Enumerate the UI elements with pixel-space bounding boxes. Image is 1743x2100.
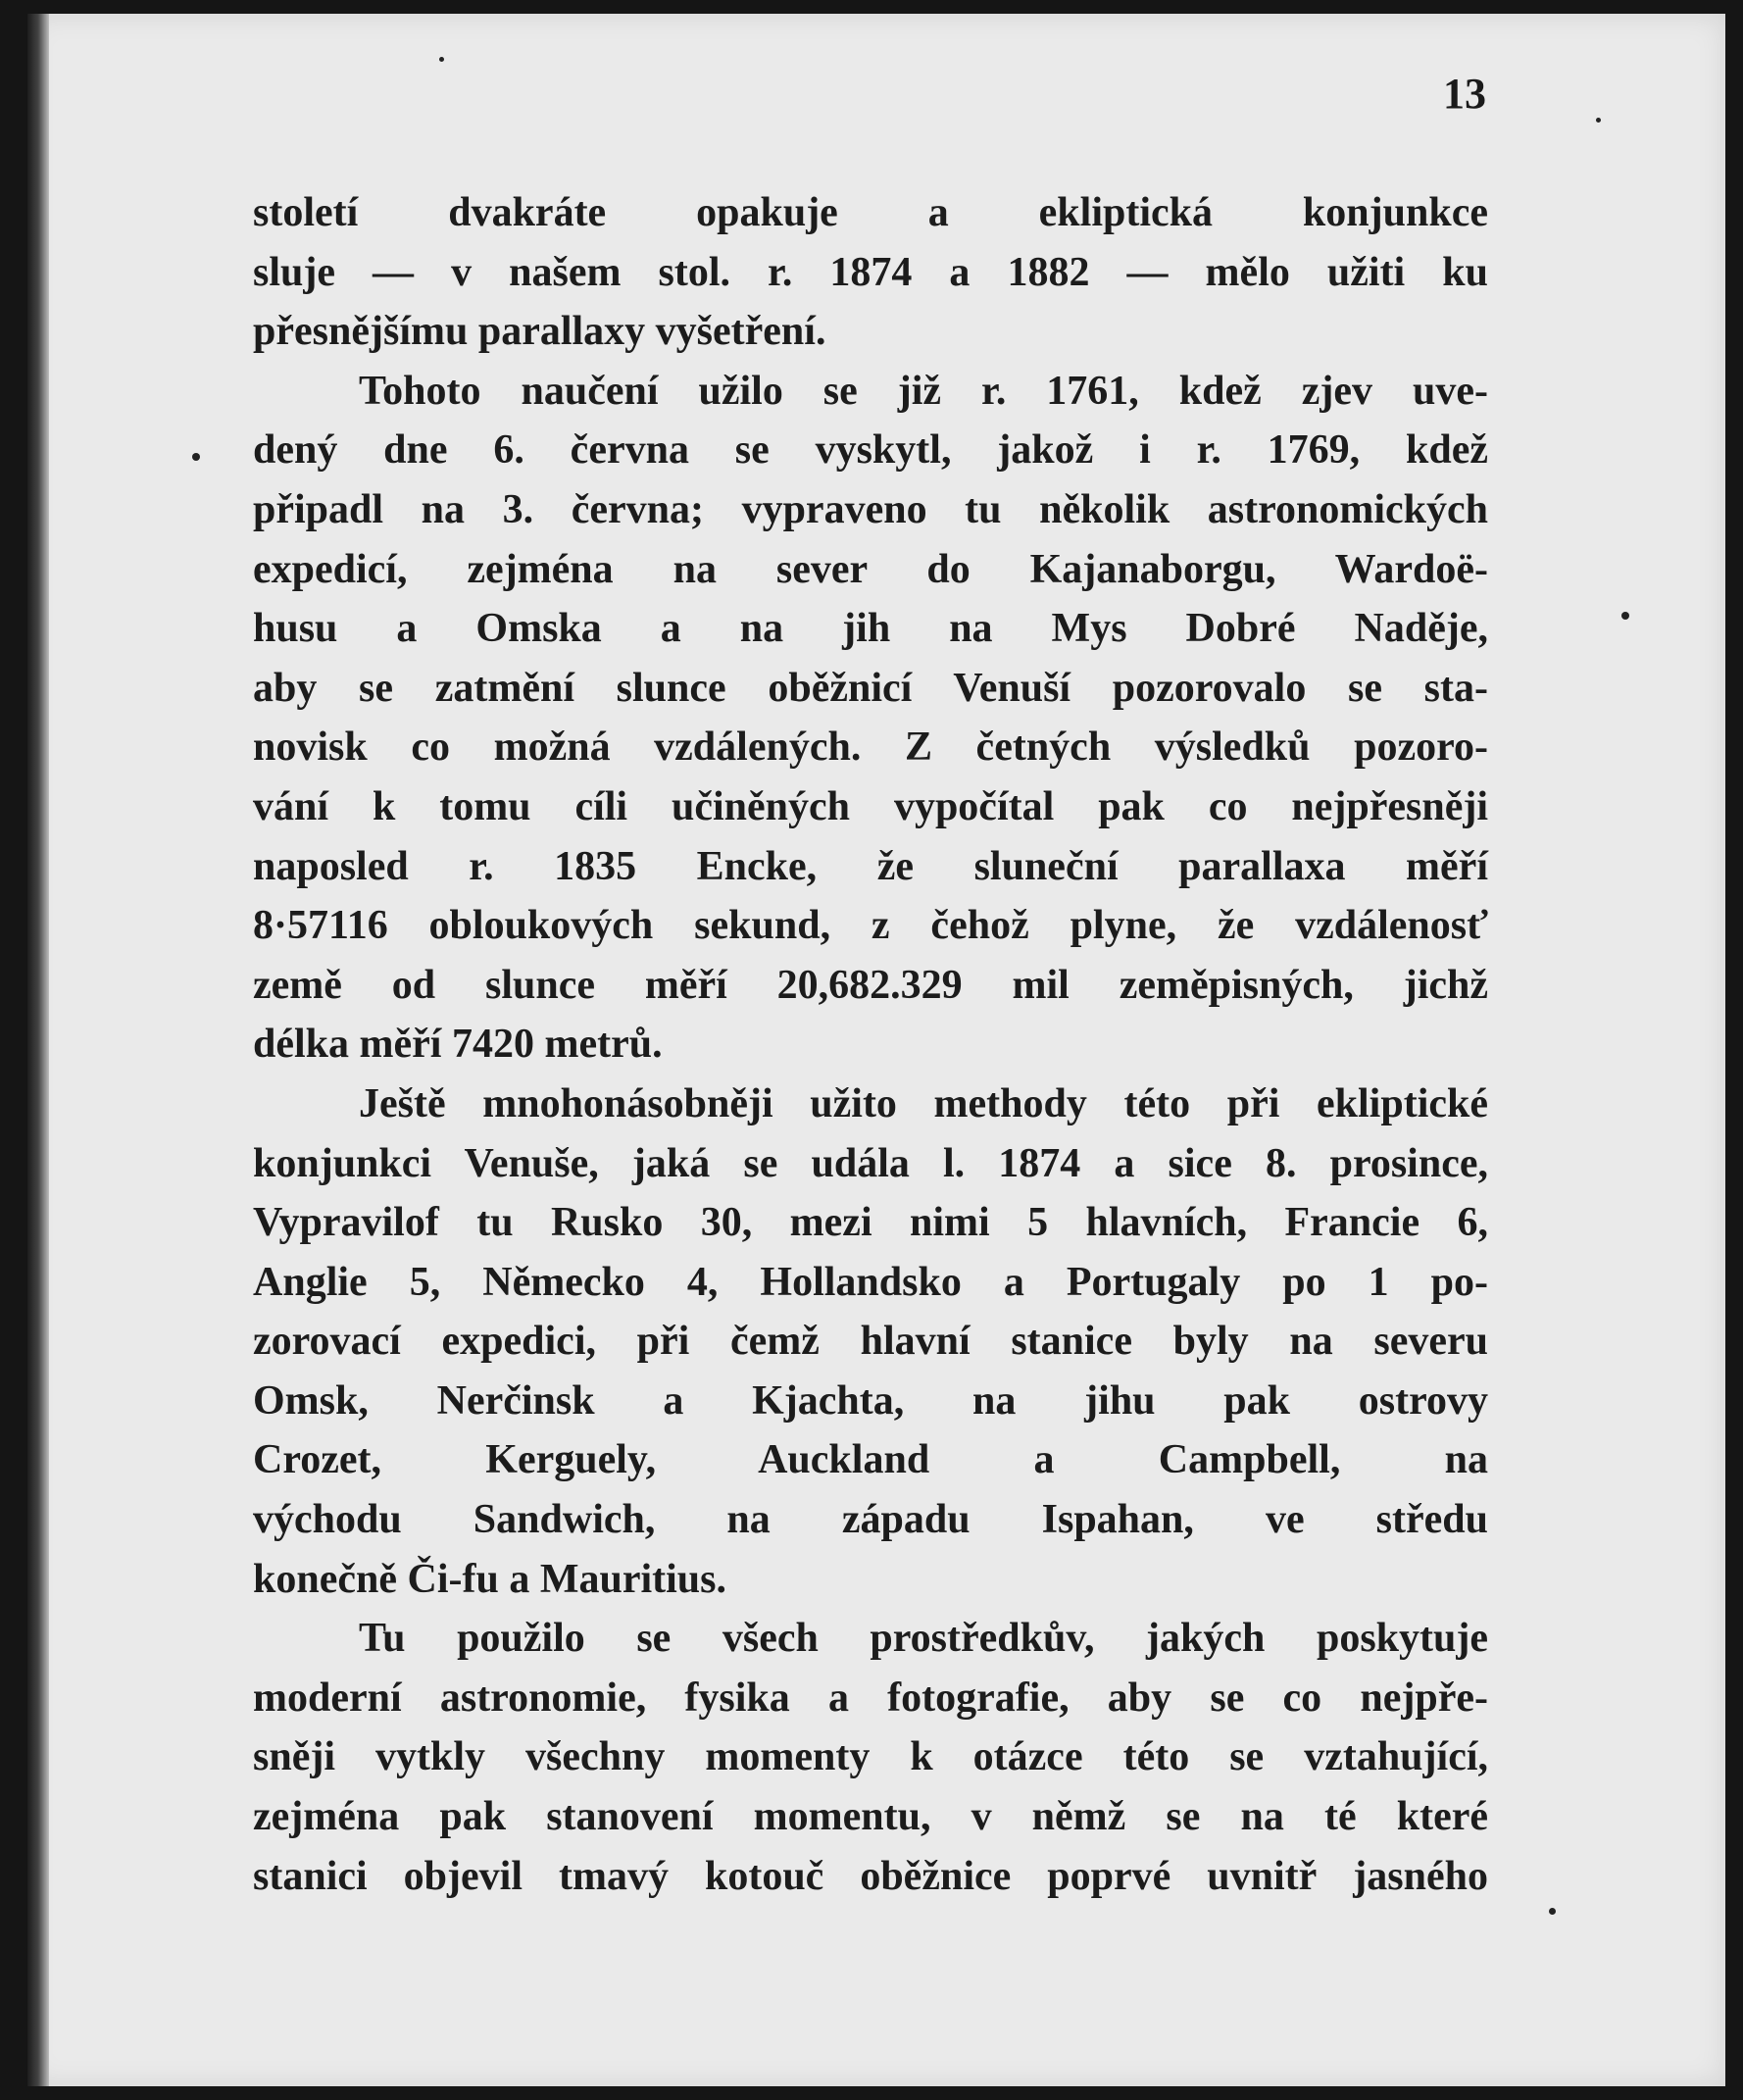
- text-line: 8·57116 obloukových sekund, z čehož plyne, že vzdálenosť: [253, 903, 1488, 949]
- scan-speck: [1621, 612, 1629, 620]
- text-line: vání k tomu cíli učiněných vypočítal pak co nejpřesněji: [253, 783, 1488, 829]
- scan-speck: [192, 453, 200, 461]
- text-line: konjunkci Venuše, jaká se udála l. 1874 a sice 8. prosince,: [253, 1140, 1488, 1186]
- scan-speck: [439, 57, 444, 62]
- scan-speck: [1596, 118, 1601, 123]
- text-line: Tu použilo se všech prostředkův, jakých poskytuje: [359, 1616, 1488, 1662]
- text-line: dený dne 6. června se vyskytl, jakož i r. 1769, kdež: [253, 427, 1488, 474]
- text-line: naposled r. 1835 Encke, že sluneční parallaxa měří: [253, 843, 1488, 889]
- text-line: novisk co možná vzdálených. Z četných výsledků pozoro-: [253, 725, 1488, 771]
- text-line: zorovací expedici, při čemž hlavní stanice byly na severu: [253, 1319, 1488, 1365]
- scan-speck: [1549, 1908, 1556, 1915]
- body-text: [253, 183, 1488, 1906]
- text-line: sněji vytkly všechny momenty k otázce této se vztahující,: [253, 1734, 1488, 1780]
- page-number: 13: [1443, 70, 1486, 118]
- text-line: Anglie 5, Německo 4, Hollandsko a Portugaly po 1 po-: [253, 1259, 1488, 1305]
- text-line: připadl na 3. června; vypraveno tu několik astronomických: [253, 486, 1488, 532]
- text-line: aby se zatmění slunce oběžnicí Venuší pozorovalo se sta-: [253, 665, 1488, 711]
- text-line: Vypravilof tu Rusko 30, mezi nimi 5 hlavních, Francie 6,: [253, 1200, 1488, 1246]
- text-line: Omsk, Nerčinsk a Kjachta, na jihu pak ostrovy: [253, 1377, 1488, 1424]
- text-line: husu a Omska a na jih na Mys Dobré Naděje,: [253, 606, 1488, 652]
- text-line: konečně Či-fu a Mauritius.: [253, 1556, 726, 1602]
- text-line: Crozet, Kerguely, Auckland a Campbell, na: [253, 1437, 1488, 1483]
- text-line: přesnějšímu parallaxy vyšetření.: [253, 309, 826, 355]
- page-binding-edge: [27, 14, 49, 2086]
- text-line: zejména pak stanovení momentu, v němž se na té které: [253, 1794, 1488, 1840]
- text-line: délka měří 7420 metrů.: [253, 1022, 663, 1068]
- text-line: země od slunce měří 20,682.329 mil zeměpisných, jichž: [253, 962, 1488, 1008]
- text-line: expedicí, zejména na sever do Kajanaborgu, Wardoë-: [253, 546, 1488, 592]
- text-line: sluje — v našem stol. r. 1874 a 1882 — mělo užiti ku: [253, 249, 1488, 295]
- text-line: Ještě mnohonásobněji užito methody této při ekliptické: [359, 1080, 1488, 1126]
- text-line: Tohoto naučení užilo se již r. 1761, kdež zjev uve-: [359, 368, 1488, 414]
- text-line: moderní astronomie, fysika a fotografie, aby se co nejpře-: [253, 1675, 1488, 1721]
- text-line: východu Sandwich, na západu Ispahan, ve středu: [253, 1497, 1488, 1543]
- text-line: století dvakráte opakuje a ekliptická konjunkce: [253, 190, 1488, 235]
- text-line: stanici objevil tmavý kotouč oběžnice poprvé uvnitř jasného: [253, 1853, 1488, 1899]
